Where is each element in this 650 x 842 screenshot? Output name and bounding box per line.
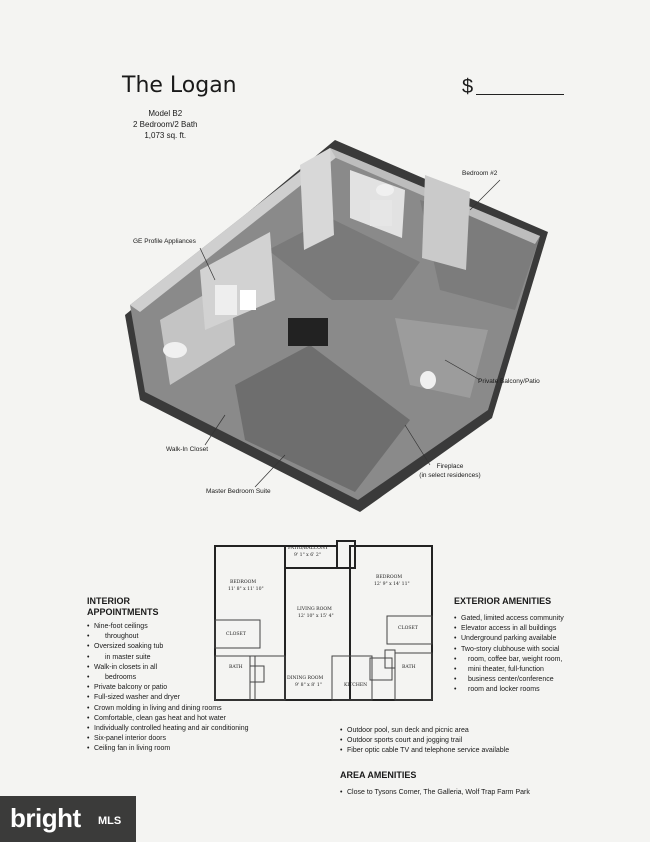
fp-bedroom-right-dim: 12' 9" x 14' 11": [374, 582, 410, 587]
model-beds-baths: 2 Bedroom/2 Bath: [133, 120, 198, 129]
list-item: • Elevator access in all buildings: [454, 624, 624, 634]
bright-logo: bright: [10, 803, 81, 833]
interior-heading-line2: APPOINTMENTS: [87, 607, 159, 617]
list-item: • Ceiling fan in living room: [87, 744, 322, 754]
label-master-bedroom: Master Bedroom Suite: [206, 488, 271, 495]
list-item: • Gated, limited access community: [454, 614, 624, 624]
list-item: • Two-story clubhouse with social: [454, 645, 624, 655]
list-item: • Oversized soaking tub: [87, 642, 322, 652]
fp-bedroom-left-dim: 11' 8" x 11' 10": [228, 587, 264, 592]
label-bedroom-2: Bedroom #2: [462, 170, 498, 177]
fp-bath-right: BATH: [402, 665, 416, 670]
fp-closet-left: CLOSET: [226, 632, 246, 637]
list-item: • Close to Tysons Corner, The Galleria, Wolf Trap Farm Park: [340, 788, 600, 798]
plan-title: The Logan: [122, 73, 237, 98]
list-item: • Individually controlled heating and air conditioning: [87, 724, 322, 734]
list-item: • Full-sized washer and dryer: [87, 693, 322, 703]
model-name: Model B2: [148, 109, 183, 118]
price-label: $: [462, 76, 474, 98]
list-item: • Comfortable, clean gas heat and hot water: [87, 714, 322, 724]
interior-heading: [87, 596, 159, 618]
label-fireplace-line2: (in select residences): [419, 472, 481, 479]
list-item: • mini theater, full-function: [454, 665, 624, 675]
list-item: • business center/conference: [454, 675, 624, 685]
fp-closet-right: CLOSET: [398, 626, 418, 631]
list-item: • room and locker rooms: [454, 685, 624, 695]
exterior-heading: EXTERIOR AMENITIES: [454, 596, 552, 606]
fp-kitchen: KITCHEN: [344, 683, 368, 688]
list-item: • Crown molding in living and dining rooms: [87, 704, 322, 714]
label-fireplace-line1: Fireplace: [436, 463, 464, 470]
list-item: • room, coffee bar, weight room,: [454, 655, 624, 665]
label-ge-appliances: GE Profile Appliances: [133, 238, 196, 245]
list-item: • Underground parking available: [454, 634, 624, 644]
label-fireplace: [400, 462, 500, 480]
exterior-list: [454, 614, 624, 696]
area-list: [340, 788, 600, 798]
model-sqft: 1,073 sq. ft.: [144, 131, 187, 140]
label-walk-in-closet: Walk-In Closet: [166, 446, 209, 453]
list-item: • bedrooms: [87, 673, 322, 683]
fp-dining-room: DINING ROOM: [287, 676, 324, 681]
list-item: • Six-panel interior doors: [87, 734, 322, 744]
list-item: • Fiber optic cable TV and telephone service available: [340, 746, 600, 756]
list-item: • Nine-foot ceilings: [87, 622, 322, 632]
fp-bath-left: BATH: [229, 665, 243, 670]
mls-logo: MLS: [98, 815, 122, 827]
fp-dining-room-dim: 9' 8" x 8' 1": [295, 683, 322, 688]
list-item: • Walk-in closets in all: [87, 663, 322, 673]
area-heading: AREA AMENITIES: [340, 770, 417, 780]
interior-list: [87, 622, 322, 755]
list-item: • Outdoor sports court and jogging trail: [340, 736, 600, 746]
list-item: • throughout: [87, 632, 322, 642]
fp-bedroom-right: BEDROOM: [376, 575, 403, 580]
fp-living-room-dim: 12' 10" x 15' 4": [298, 614, 334, 619]
list-item: • Outdoor pool, sun deck and picnic area: [340, 726, 600, 736]
label-private-balcony: Private Balcony/Patio: [478, 378, 540, 385]
interior-heading-line1: INTERIOR: [87, 596, 131, 606]
list-item: • Private balcony or patio: [87, 683, 322, 693]
list-item: • in master suite: [87, 653, 322, 663]
fp-patio-label: PATIO/BALCONY: [288, 546, 329, 551]
fp-patio-dim: 9' 1" x 6' 2": [294, 553, 321, 558]
fp-bedroom-left: BEDROOM: [230, 580, 257, 585]
exterior-list-2: [340, 726, 600, 757]
fp-living-room: LIVING ROOM: [297, 607, 332, 612]
